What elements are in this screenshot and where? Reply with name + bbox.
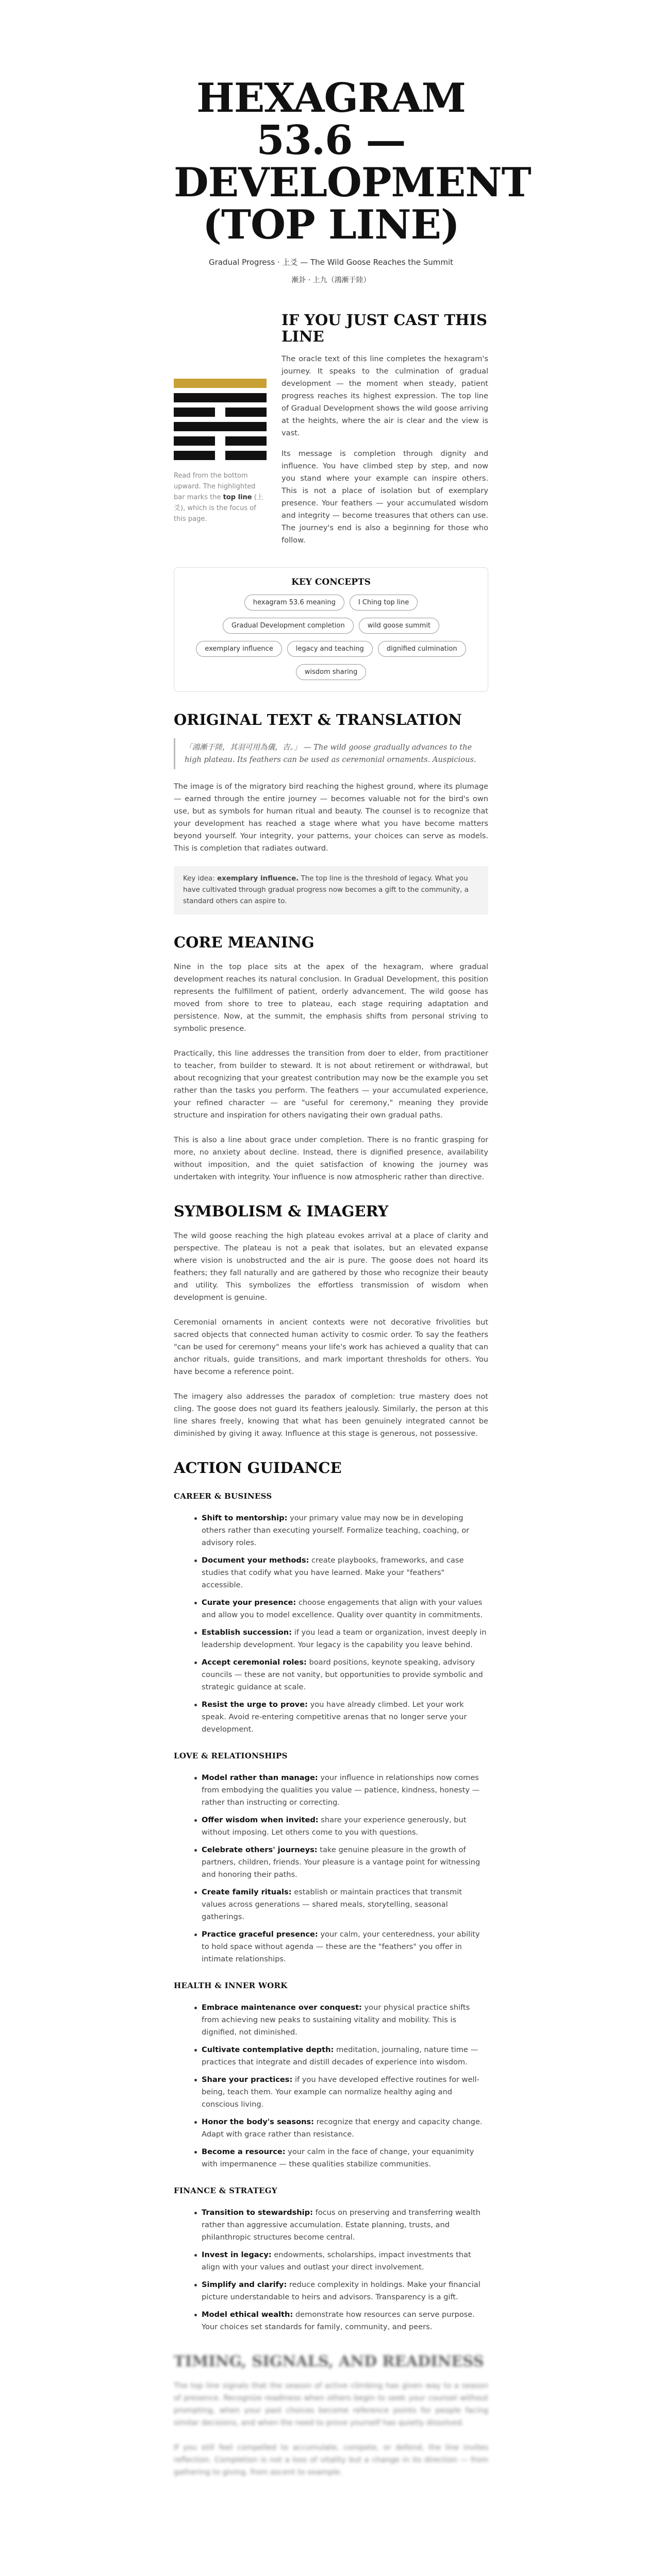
page-title: HEXAGRAM 53.6 — DEVELOPMENT (TOP LINE) <box>174 75 531 248</box>
action-group-heading: CAREER & BUSINESS <box>174 1492 272 1501</box>
key-concepts-title: KEY CONCEPTS <box>291 577 371 587</box>
hexagram-line-3 <box>174 422 267 431</box>
concept-chip[interactable]: exemplary influence <box>196 641 282 657</box>
action-list-career <box>174 1512 488 1736</box>
action-list-health <box>174 2002 488 2171</box>
hexagram-line-5 <box>174 393 267 402</box>
hexagram-caption: Read from the bottom upward. The highlighted bar marks the top line (上爻), which is the focus of this page. <box>174 472 263 523</box>
key-idea-box: Key idea: exemplary influence. The top line is the threshold of legacy. What you have cultivated through gradual progress now becomes a gift to the community, a standard others can aspire to. <box>174 866 488 914</box>
symbolism-paragraph: The wild goose reaching the high plateau evokes arrival at a place of clarity and perspective. The plateau is not a peak that isolates, but an elevated expanse where vision is unobstructed and the air is pure. The goose does not hoard its feathers; they fall naturally and are gathered by those who recognize their beauty and utility. This symbolizes the effortless transmission of wisdom when development is genuine. <box>174 1231 488 1302</box>
page-subtitle: Gradual Progress · 上爻 — The Wild Goose Reaches the Summit <box>209 258 453 267</box>
list-item: Model rather than manage: your influence in relationships now comes from embodying the qualities you value — patience, kindness, honesty — rather than instructing or correcting. <box>194 1772 488 1809</box>
core-paragraph: This is also a line about grace under completion. There is no frantic grasping for more, no anxiety about decline. Instead, there is dignified presence, availability without imposition, and the quiet satisfaction of knowing the journey was undertaken with integrity. Your influence is now atmospheric rather than directive. <box>174 1136 488 1181</box>
list-item: Honor the body's seasons: recognize that energy and capacity change. Adapt with grace rather than resistance. <box>194 2116 488 2141</box>
section-title-original: ORIGINAL TEXT & TRANSLATION <box>174 711 462 728</box>
original-quote: 「鴻漸于陸，其羽可用為儀，吉。」 — The wild goose gradually advances to the high plateau. Its feathers can be used as ceremonial ornaments. Auspicious. <box>174 738 488 769</box>
list-item: Embrace maintenance over conquest: your physical practice shifts from achieving new peaks to sustaining vitality and mobility. This is dignified, not diminished. <box>194 2002 488 2039</box>
hexagram-figure <box>174 379 267 460</box>
list-item: Model ethical wealth: demonstrate how resources can serve purpose. Your choices set standards for family, community, and peers. <box>194 2309 488 2333</box>
list-item: Resist the urge to prove: you have already climbed. Let your work speak. Avoid re-entering competitive arenas that no longer serve your development. <box>194 1699 488 1736</box>
timing-paragraph: The top line signals that the season of active climbing has given way to a season of presence. Recognize readiness when others begin to seek your counsel without prompting, when your past choices become reference points for people facing similar decisions, and when the need to prove yourself has quietly dissolved. <box>174 2381 488 2427</box>
blurred-content <box>174 2353 488 2479</box>
concept-chip[interactable]: dignified culmination <box>378 641 466 657</box>
list-item: Document your methods: create playbooks, frameworks, and case studies that codify what you have learned. Make your "feathers" accessible. <box>194 1554 488 1591</box>
hexagram-line-1 <box>174 451 267 460</box>
list-item: Cultivate contemplative depth: meditation, journaling, nature time — practices that integrate and distill decades of experience into wisdom. <box>194 2044 488 2069</box>
cast-section <box>174 312 488 547</box>
original-paragraph: The image is of the migratory bird reaching the highest ground, where its plumage — earned through the entire journey — becomes valuable not for the bird's own use, but as symbols for human ritual and beauty. The counsel is to recognize that your development has reached a stage where what you have become matters beyond yourself. Your integrity, your patterns, your choices can serve as models. This is completion that radiates outward. <box>174 782 488 853</box>
key-concepts-box <box>174 567 488 692</box>
list-item: Create family rituals: establish or maintain practices that transmit values across generations — shared meals, storytelling, seasonal gatherings. <box>194 1886 488 1923</box>
list-item: Practice graceful presence: your calm, your centeredness, your ability to hold space without agenda — these are the "feathers" you offer in intimate relationships. <box>194 1928 488 1965</box>
timing-paragraph: If you still feel compelled to accumulate, compete, or defend, the line invites reflection. Completion is not a loss of vitality but a change in its direction — from gathering to giving, from ascent to example. <box>174 2443 488 2477</box>
concept-chip[interactable]: wild goose summit <box>359 618 439 634</box>
hexagram-line-2 <box>174 436 267 446</box>
list-item: Transition to stewardship: focus on preserving and transferring wealth rather than aggressive accumulation. Estate planning, trusts, and philanthropic structures become central. <box>194 2207 488 2244</box>
section-title-symbolism: SYMBOLISM & IMAGERY <box>174 1202 389 1220</box>
core-paragraph: Practically, this line addresses the transition from doer to elder, from practitioner to teacher, from builder to steward. It is not about retirement or withdrawal, but about recognizing that your greatest contribution may now be the example you set rather than the tasks you perform. The feathers — your accumulated experience, your refined character — are "useful for ceremony," meaning they provide structure and inspiration for others navigating their own gradual paths. <box>174 1049 489 1120</box>
hexagram-line-4 <box>174 408 267 417</box>
list-item: Become a resource: your calm in the face of change, your equanimity with impermanence — these qualities stabilize communities. <box>194 2146 488 2171</box>
concept-chip[interactable]: hexagram 53.6 meaning <box>244 595 344 611</box>
list-item: Shift to mentorship: your primary value may now be in developing others rather than executing yourself. Formalize teaching, coaching, or advisory roles. <box>194 1512 488 1549</box>
section-title-timing: TIMING, SIGNALS, AND READINESS <box>174 2352 484 2370</box>
list-item: Share your practices: if you have developed effective routines for well-being, teach them. Your example can normalize healthy aging and conscious living. <box>194 2074 488 2111</box>
list-item: Simplify and clarify: reduce complexity in holdings. Make your financial picture understandable to heirs and advisors. Transparency is a gift. <box>194 2279 488 2303</box>
action-list-love <box>174 1772 488 1965</box>
page-subtitle-chinese: 漸卦 · 上九（鴻漸于陸） <box>291 276 371 284</box>
action-list-finance <box>174 2207 488 2333</box>
list-item: Establish succession: if you lead a team or organization, invest deeply in leadership development. Your legacy is the capability you leave behind. <box>194 1626 488 1651</box>
core-paragraph: Nine in the top place sits at the apex of the hexagram, where gradual development reaches its natural conclusion. In Gradual Development, this position represents the fulfillment of patient, orderly advancement. The wild goose has moved from shore to tree to plateau, each stage requiring adaptation and persistence. Now, at the summit, the emphasis shifts from personal striving to symbolic presence. <box>174 962 488 1033</box>
cast-paragraph: Its message is completion through dignity and influence. You have climbed step by step, and now you stand where your example can inspire others. This is not a place of isolation but of exemplary presence. Your feathers — your accumulated wisdom and integrity — become treasures that others can use. The journey's end is also a beginning for those who follow. <box>282 449 488 545</box>
concept-chip[interactable]: Gradual Development completion <box>223 618 354 634</box>
action-group-heading: LOVE & RELATIONSHIPS <box>174 1751 288 1760</box>
list-item: Accept ceremonial roles: board positions, keynote speaking, advisory councils — these are not vanity, but opportunities to provide symbolic and strategic guidance at scale. <box>194 1656 488 1693</box>
concept-chip[interactable]: wisdom sharing <box>296 664 366 680</box>
hexagram-line-top <box>174 379 267 388</box>
action-group-heading: HEALTH & INNER WORK <box>174 1981 288 1990</box>
list-item: Curate your presence: choose engagements that align with your values and allow you to model excellence. Quality over quantity in commitments. <box>194 1597 488 1621</box>
list-item: Celebrate others' journeys: take genuine pleasure in the growth of partners, children, friends. Your pleasure is a vantage point for witnessing and honoring their paths. <box>194 1844 488 1881</box>
section-title-action: ACTION GUIDANCE <box>174 1459 342 1477</box>
cast-paragraph: The oracle text of this line completes the hexagram's journey. It speaks to the culmination of gradual development — the moment when steady, patient progress reaches its highest expression. The top line of Gradual Development shows the wild goose arriving at the heights, where the air is clear and the view is vast. <box>282 354 488 437</box>
concept-chip[interactable]: legacy and teaching <box>287 641 373 657</box>
concept-chip[interactable]: I Ching top line <box>350 595 418 611</box>
action-group-heading: FINANCE & STRATEGY <box>174 2186 277 2195</box>
list-item: Offer wisdom when invited: share your experience generously, but without imposing. Let others come to you with questions. <box>194 1814 488 1839</box>
cast-heading: IF YOU JUST CAST THIS LINE <box>282 311 487 345</box>
symbolism-paragraph: Ceremonial ornaments in ancient contexts were not decorative frivolities but sacred objects that connected human activity to cosmic order. To say the feathers "can be used for ceremony" means your life's work has achieved a quality that can anchor rituals, guide transitions, and mark important thresholds for others. You have become a reference point. <box>174 1318 488 1376</box>
symbolism-paragraph: The imagery also addresses the paradox of completion: true mastery does not cling. The goose does not guard its feathers jealously. Similarly, the person at this line shares freely, knowing that what has been genuinely integrated cannot be diminished by giving it away. Influence at this stage is generous, not possessive. <box>174 1392 488 1438</box>
list-item: Invest in legacy: endowments, scholarships, impact investments that align with your values and outlast your direct involvement. <box>194 2249 488 2274</box>
section-title-core: CORE MEANING <box>174 934 315 951</box>
